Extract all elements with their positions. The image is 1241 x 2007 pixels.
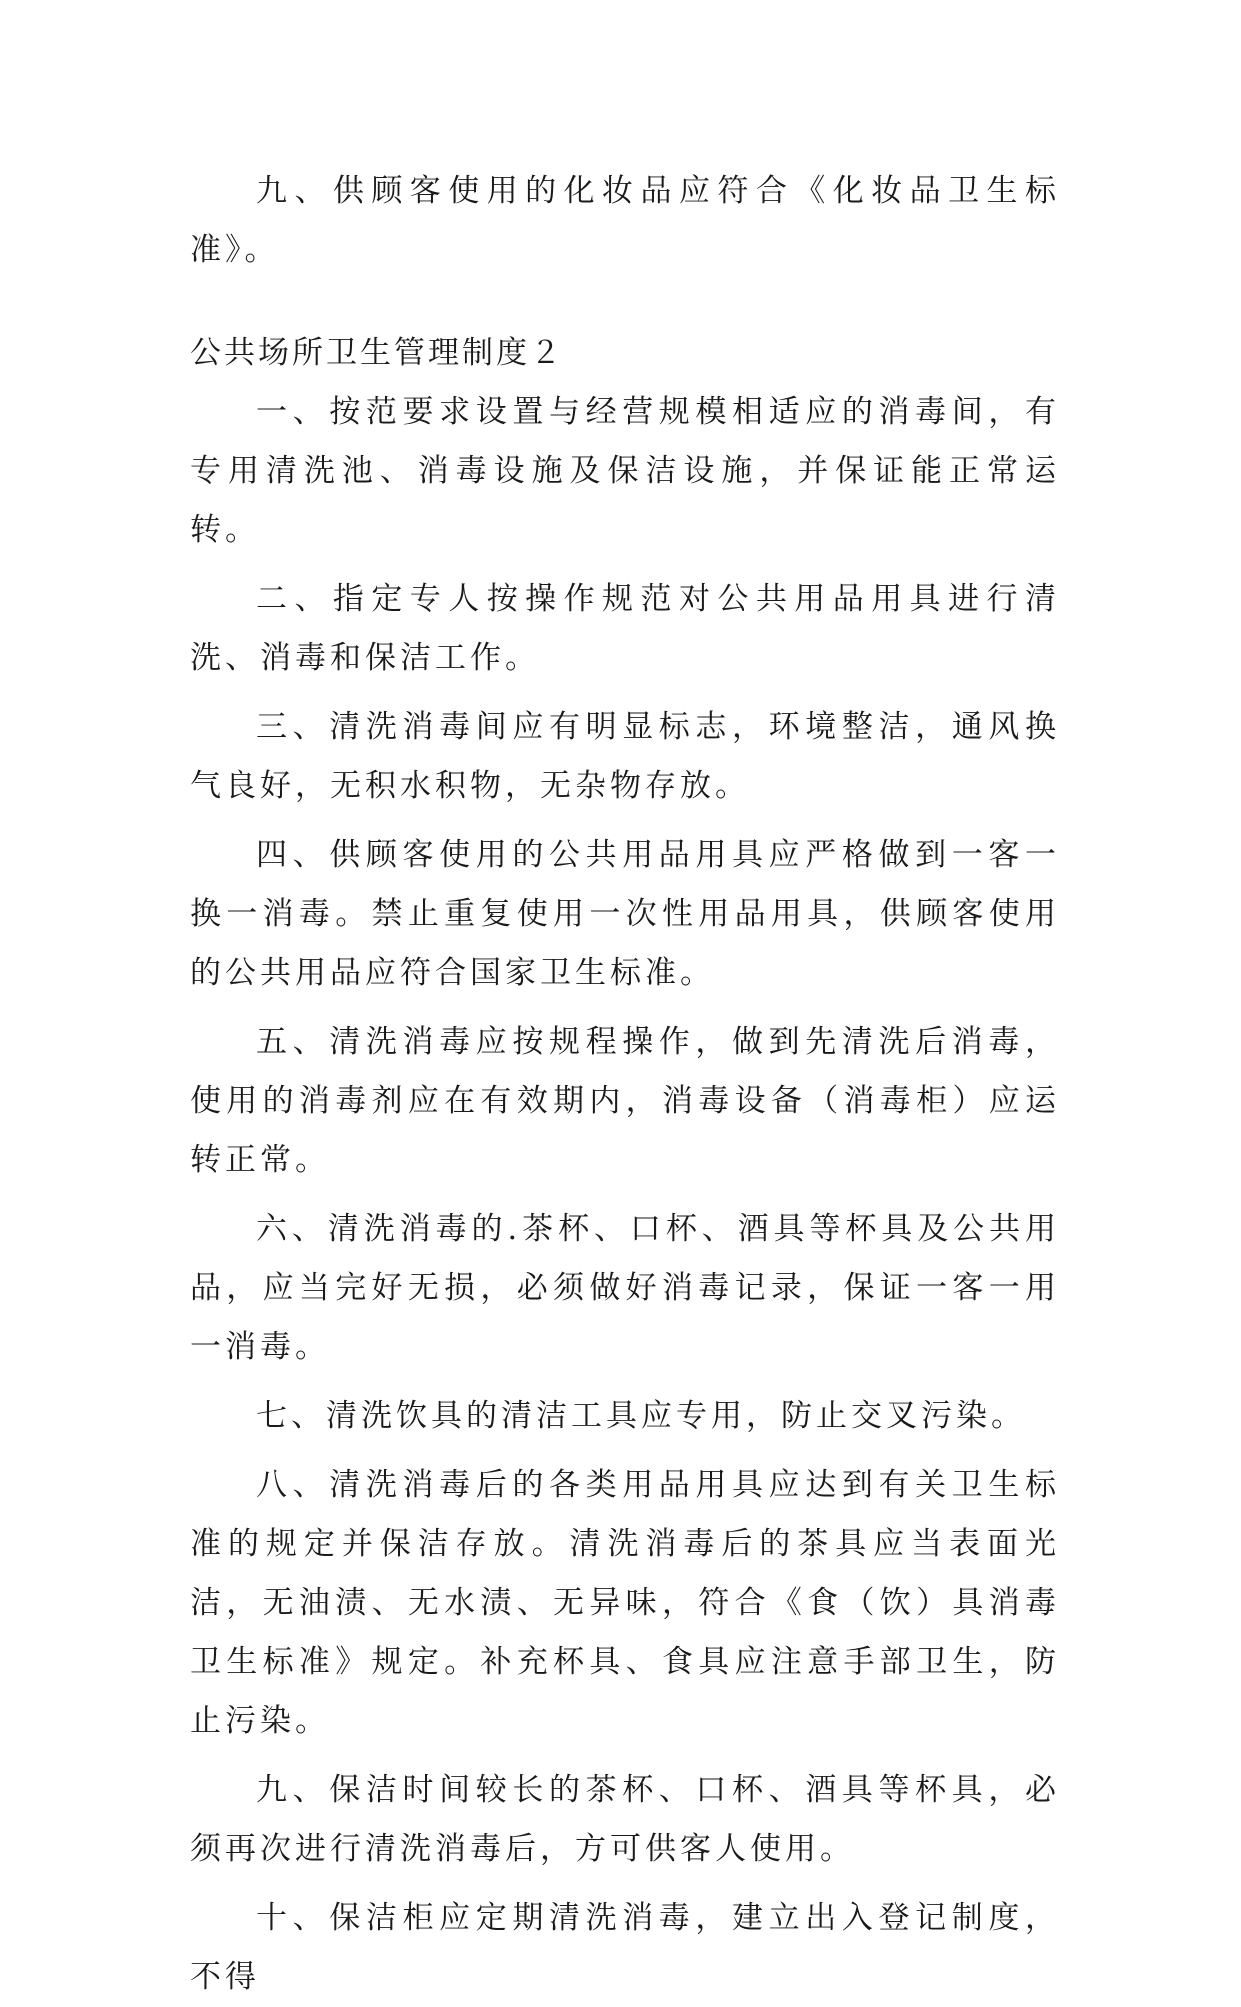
regulation-item-4: 四、供顾客使用的公共用品用具应严格做到一客一换一消毒。禁止重复使用一次性用品用具，供顾客使用的公共用品应符合国家卫生标准。 (190, 837, 1060, 991)
previous-section-item-9: 九、供顾客使用的化妆品应符合《化妆品卫生标准》。 (190, 173, 1060, 268)
regulation-item-10: 十、保洁柜应定期清洗消毒，建立出入登记制度，不得 (190, 1900, 1060, 1995)
regulation-item-6: 六、清洗消毒的.茶杯、口杯、酒具等杯具及公共用品，应当完好无损，必须做好消毒记录，保证一客一用一消毒。 (190, 1211, 1060, 1365)
regulation-item-5: 五、清洗消毒应按规程操作，做到先清洗后消毒，使用的消毒剂应在有效期内，消毒设备（消毒柜）应运转正常。 (190, 1024, 1060, 1178)
regulation-item-8: 八、清洗消毒后的各类用品用具应达到有关卫生标准的规定并保洁存放。清洗消毒后的茶具应当表面光洁，无油渍、无水渍、无异味，符合《食（饮）具消毒卫生标准》规定。补充杯具、食具应注意手部卫生，防止污染。 (190, 1467, 1060, 1739)
regulation-item-3: 三、清洗消毒间应有明显标志，环境整洁，通风换气良好，无积水积物，无杂物存放。 (190, 709, 1060, 804)
regulation-item-7: 七、清洗饮具的清洁工具应专用，防止交叉污染。 (256, 1398, 1026, 1434)
regulation-item-9: 九、保洁时间较长的茶杯、口杯、酒具等杯具，必须再次进行清洗消毒后，方可供客人使用。 (190, 1772, 1060, 1867)
document-body (190, 162, 1060, 2007)
section-title: 公共场所卫生管理制度２ (190, 335, 564, 371)
regulation-item-2: 二、指定专人按操作规范对公共用品用具进行清洗、消毒和保洁工作。 (190, 581, 1060, 676)
regulation-item-1: 一、按范要求设置与经营规模相适应的消毒间，有专用清洗池、消毒设施及保洁设施，并保证能正常运转。 (190, 394, 1060, 548)
